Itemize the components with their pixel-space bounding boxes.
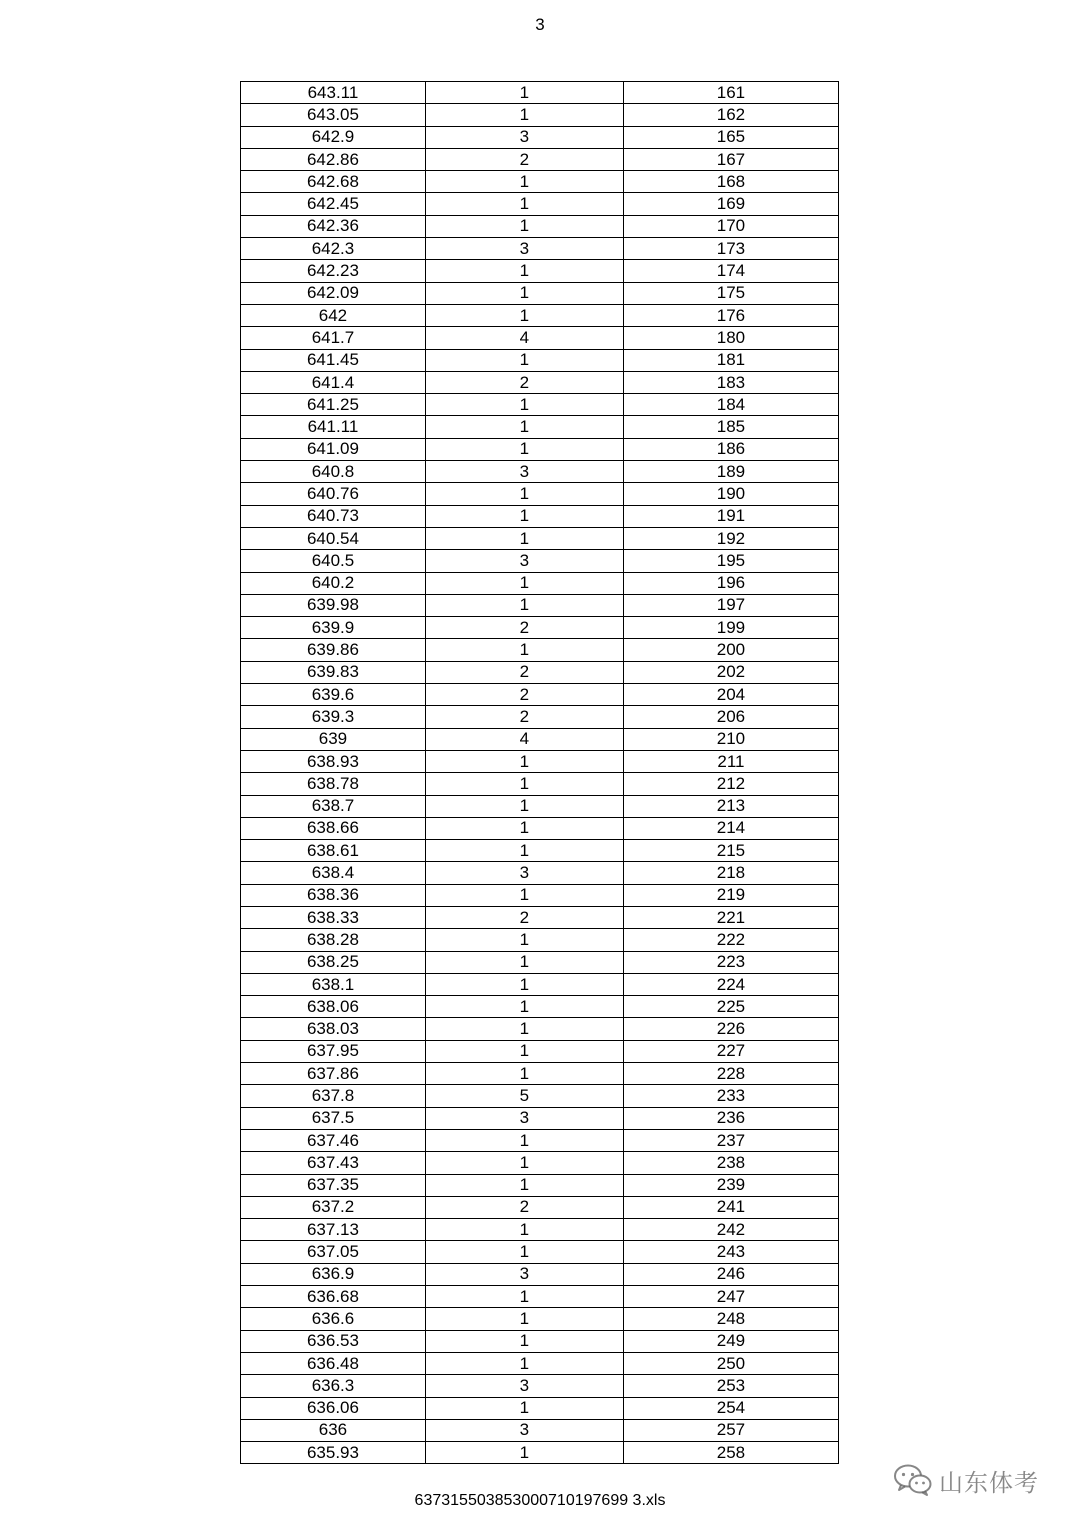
cumulative-cell: 204 — [623, 684, 838, 706]
count-cell: 1 — [425, 1129, 623, 1151]
count-cell: 1 — [425, 996, 623, 1018]
cumulative-cell: 250 — [623, 1352, 838, 1374]
table-row — [241, 1063, 839, 1085]
score-cell: 638.93 — [241, 750, 426, 772]
cumulative-cell: 257 — [623, 1419, 838, 1441]
count-cell: 1 — [425, 840, 623, 862]
cumulative-cell: 248 — [623, 1308, 838, 1330]
cumulative-cell: 224 — [623, 973, 838, 995]
count-cell: 1 — [425, 1397, 623, 1419]
table-row — [241, 1375, 839, 1397]
count-cell: 1 — [425, 1442, 623, 1464]
table-row — [241, 438, 839, 460]
count-cell: 2 — [425, 1196, 623, 1218]
table-row — [241, 1442, 839, 1464]
count-cell: 1 — [425, 951, 623, 973]
table-row — [241, 1263, 839, 1285]
count-cell: 2 — [425, 684, 623, 706]
score-cell: 638.33 — [241, 906, 426, 928]
count-cell: 1 — [425, 171, 623, 193]
cumulative-cell: 253 — [623, 1375, 838, 1397]
table-row — [241, 906, 839, 928]
table-row — [241, 461, 839, 483]
count-cell: 3 — [425, 1419, 623, 1441]
cumulative-cell: 195 — [623, 550, 838, 572]
table-row — [241, 282, 839, 304]
count-cell: 1 — [425, 773, 623, 795]
score-cell: 636.48 — [241, 1352, 426, 1374]
page-number: 3 — [535, 15, 545, 34]
cumulative-cell: 222 — [623, 929, 838, 951]
score-cell: 639.3 — [241, 706, 426, 728]
cumulative-cell: 169 — [623, 193, 838, 215]
table-row — [241, 238, 839, 260]
score-cell: 637.43 — [241, 1152, 426, 1174]
table-row — [241, 1107, 839, 1129]
table-row — [241, 304, 839, 326]
table-row — [241, 215, 839, 237]
cumulative-cell: 218 — [623, 862, 838, 884]
table-row — [241, 171, 839, 193]
table-row — [241, 148, 839, 170]
table-row — [241, 1129, 839, 1151]
table-row — [241, 929, 839, 951]
table-row — [241, 706, 839, 728]
count-cell: 1 — [425, 1018, 623, 1040]
score-cell: 638.36 — [241, 884, 426, 906]
score-cell: 638.61 — [241, 840, 426, 862]
table-row — [241, 349, 839, 371]
watermark-text: 山东体考 — [939, 1468, 1039, 1497]
score-cell: 638.28 — [241, 929, 426, 951]
score-cell: 642.86 — [241, 148, 426, 170]
table-row — [241, 1018, 839, 1040]
count-cell: 4 — [425, 327, 623, 349]
score-cell: 637.35 — [241, 1174, 426, 1196]
score-cell: 639.6 — [241, 684, 426, 706]
cumulative-cell: 190 — [623, 483, 838, 505]
cumulative-cell: 180 — [623, 327, 838, 349]
cumulative-cell: 242 — [623, 1219, 838, 1241]
cumulative-cell: 219 — [623, 884, 838, 906]
cumulative-cell: 183 — [623, 371, 838, 393]
table-row — [241, 684, 839, 706]
score-cell: 637.95 — [241, 1040, 426, 1062]
table-row — [241, 394, 839, 416]
count-cell: 1 — [425, 594, 623, 616]
score-cell: 640.73 — [241, 505, 426, 527]
cumulative-cell: 212 — [623, 773, 838, 795]
score-cell: 639.83 — [241, 661, 426, 683]
table-row — [241, 1308, 839, 1330]
table-row — [241, 1174, 839, 1196]
table-row — [241, 996, 839, 1018]
cumulative-cell: 161 — [623, 82, 838, 104]
cumulative-cell: 258 — [623, 1442, 838, 1464]
score-cell: 638.25 — [241, 951, 426, 973]
table-row — [241, 661, 839, 683]
count-cell: 3 — [425, 862, 623, 884]
table-row — [241, 862, 839, 884]
count-cell: 2 — [425, 148, 623, 170]
count-cell: 1 — [425, 1286, 623, 1308]
score-cell: 636.53 — [241, 1330, 426, 1352]
cumulative-cell: 206 — [623, 706, 838, 728]
score-cell: 642.09 — [241, 282, 426, 304]
cumulative-cell: 214 — [623, 817, 838, 839]
count-cell: 1 — [425, 282, 623, 304]
score-cell: 640.76 — [241, 483, 426, 505]
count-cell: 1 — [425, 1063, 623, 1085]
count-cell: 2 — [425, 617, 623, 639]
score-cell: 639 — [241, 728, 426, 750]
score-cell: 638.7 — [241, 795, 426, 817]
cumulative-cell: 185 — [623, 416, 838, 438]
score-cell: 636.06 — [241, 1397, 426, 1419]
score-cell: 637.86 — [241, 1063, 426, 1085]
count-cell: 1 — [425, 817, 623, 839]
count-cell: 1 — [425, 1152, 623, 1174]
cumulative-cell: 173 — [623, 238, 838, 260]
cumulative-cell: 176 — [623, 304, 838, 326]
score-cell: 639.98 — [241, 594, 426, 616]
cumulative-cell: 202 — [623, 661, 838, 683]
cumulative-cell: 236 — [623, 1107, 838, 1129]
score-cell: 637.2 — [241, 1196, 426, 1218]
cumulative-cell: 237 — [623, 1129, 838, 1151]
score-cell: 642.23 — [241, 260, 426, 282]
score-cell: 637.5 — [241, 1107, 426, 1129]
count-cell: 3 — [425, 1375, 623, 1397]
score-cell: 641.45 — [241, 349, 426, 371]
table-row — [241, 884, 839, 906]
footer-filename: 637315503853000710197699 3.xls — [414, 1492, 666, 1509]
table-row — [241, 617, 839, 639]
table-row — [241, 750, 839, 772]
count-cell: 1 — [425, 215, 623, 237]
score-cell: 640.8 — [241, 461, 426, 483]
score-cell: 639.86 — [241, 639, 426, 661]
count-cell: 1 — [425, 438, 623, 460]
table-row — [241, 416, 839, 438]
score-distribution-table — [240, 81, 839, 1464]
count-cell: 1 — [425, 884, 623, 906]
count-cell: 3 — [425, 461, 623, 483]
table-row — [241, 483, 839, 505]
count-cell: 1 — [425, 1308, 623, 1330]
table-body — [241, 82, 839, 1464]
table-row — [241, 371, 839, 393]
table-row — [241, 795, 839, 817]
cumulative-cell: 239 — [623, 1174, 838, 1196]
table-row — [241, 104, 839, 126]
count-cell: 3 — [425, 550, 623, 572]
count-cell: 1 — [425, 394, 623, 416]
table-row — [241, 527, 839, 549]
score-cell: 642.9 — [241, 126, 426, 148]
count-cell: 2 — [425, 371, 623, 393]
score-cell: 637.13 — [241, 1219, 426, 1241]
cumulative-cell: 233 — [623, 1085, 838, 1107]
cumulative-cell: 215 — [623, 840, 838, 862]
cumulative-cell: 227 — [623, 1040, 838, 1062]
count-cell: 1 — [425, 349, 623, 371]
cumulative-cell: 189 — [623, 461, 838, 483]
cumulative-cell: 181 — [623, 349, 838, 371]
score-cell: 641.09 — [241, 438, 426, 460]
score-cell: 641.7 — [241, 327, 426, 349]
table-row — [241, 1152, 839, 1174]
score-cell: 641.25 — [241, 394, 426, 416]
cumulative-cell: 184 — [623, 394, 838, 416]
cumulative-cell: 249 — [623, 1330, 838, 1352]
cumulative-cell: 196 — [623, 572, 838, 594]
count-cell: 1 — [425, 1040, 623, 1062]
count-cell: 1 — [425, 104, 623, 126]
score-cell: 640.54 — [241, 527, 426, 549]
score-cell: 635.93 — [241, 1442, 426, 1464]
cumulative-cell: 247 — [623, 1286, 838, 1308]
cumulative-cell: 223 — [623, 951, 838, 973]
table-row — [241, 1330, 839, 1352]
table-row — [241, 1397, 839, 1419]
table-row — [241, 951, 839, 973]
table-row — [241, 1196, 839, 1218]
count-cell: 4 — [425, 728, 623, 750]
score-cell: 638.03 — [241, 1018, 426, 1040]
score-cell: 638.78 — [241, 773, 426, 795]
score-cell: 643.05 — [241, 104, 426, 126]
count-cell: 1 — [425, 416, 623, 438]
cumulative-cell: 210 — [623, 728, 838, 750]
count-cell: 1 — [425, 483, 623, 505]
table-row — [241, 505, 839, 527]
count-cell: 1 — [425, 973, 623, 995]
count-cell: 1 — [425, 572, 623, 594]
cumulative-cell: 191 — [623, 505, 838, 527]
count-cell: 1 — [425, 1352, 623, 1374]
count-cell: 3 — [425, 126, 623, 148]
count-cell: 1 — [425, 795, 623, 817]
cumulative-cell: 226 — [623, 1018, 838, 1040]
count-cell: 3 — [425, 1107, 623, 1129]
cumulative-cell: 197 — [623, 594, 838, 616]
count-cell: 3 — [425, 1263, 623, 1285]
score-cell: 641.11 — [241, 416, 426, 438]
score-cell: 636.68 — [241, 1286, 426, 1308]
count-cell: 1 — [425, 1174, 623, 1196]
table-row — [241, 840, 839, 862]
cumulative-cell: 199 — [623, 617, 838, 639]
score-cell: 642.3 — [241, 238, 426, 260]
table-row — [241, 193, 839, 215]
cumulative-cell: 192 — [623, 527, 838, 549]
cumulative-cell: 246 — [623, 1263, 838, 1285]
table-row — [241, 817, 839, 839]
count-cell: 3 — [425, 238, 623, 260]
score-cell: 636.6 — [241, 1308, 426, 1330]
cumulative-cell: 241 — [623, 1196, 838, 1218]
table-row — [241, 327, 839, 349]
table-row — [241, 1040, 839, 1062]
score-cell: 642 — [241, 304, 426, 326]
score-cell: 636 — [241, 1419, 426, 1441]
cumulative-cell: 243 — [623, 1241, 838, 1263]
count-cell: 2 — [425, 706, 623, 728]
table-row — [241, 973, 839, 995]
score-cell: 638.06 — [241, 996, 426, 1018]
cumulative-cell: 254 — [623, 1397, 838, 1419]
score-cell: 643.11 — [241, 82, 426, 104]
score-cell: 641.4 — [241, 371, 426, 393]
score-cell: 637.46 — [241, 1129, 426, 1151]
score-cell: 636.3 — [241, 1375, 426, 1397]
table-row — [241, 1352, 839, 1374]
cumulative-cell: 170 — [623, 215, 838, 237]
table-row — [241, 1286, 839, 1308]
table-row — [241, 82, 839, 104]
score-cell: 636.9 — [241, 1263, 426, 1285]
cumulative-cell: 165 — [623, 126, 838, 148]
count-cell: 1 — [425, 750, 623, 772]
cumulative-cell: 167 — [623, 148, 838, 170]
count-cell: 2 — [425, 906, 623, 928]
cumulative-cell: 186 — [623, 438, 838, 460]
table-row — [241, 639, 839, 661]
cumulative-cell: 238 — [623, 1152, 838, 1174]
score-cell: 640.2 — [241, 572, 426, 594]
cumulative-cell: 175 — [623, 282, 838, 304]
count-cell: 2 — [425, 661, 623, 683]
table-row — [241, 1241, 839, 1263]
table-row — [241, 1419, 839, 1441]
count-cell: 1 — [425, 1241, 623, 1263]
cumulative-cell: 211 — [623, 750, 838, 772]
table-row — [241, 594, 839, 616]
table-row — [241, 550, 839, 572]
count-cell: 1 — [425, 260, 623, 282]
count-cell: 1 — [425, 1330, 623, 1352]
score-cell: 642.45 — [241, 193, 426, 215]
cumulative-cell: 221 — [623, 906, 838, 928]
table-row — [241, 126, 839, 148]
score-cell: 642.68 — [241, 171, 426, 193]
cumulative-cell: 225 — [623, 996, 838, 1018]
score-cell: 638.1 — [241, 973, 426, 995]
count-cell: 5 — [425, 1085, 623, 1107]
cumulative-cell: 162 — [623, 104, 838, 126]
score-cell: 637.8 — [241, 1085, 426, 1107]
score-cell: 637.05 — [241, 1241, 426, 1263]
count-cell: 1 — [425, 527, 623, 549]
count-cell: 1 — [425, 1219, 623, 1241]
count-cell: 1 — [425, 82, 623, 104]
table-row — [241, 260, 839, 282]
count-cell: 1 — [425, 505, 623, 527]
count-cell: 1 — [425, 304, 623, 326]
table-row — [241, 1085, 839, 1107]
count-cell: 1 — [425, 639, 623, 661]
score-cell: 639.9 — [241, 617, 426, 639]
cumulative-cell: 200 — [623, 639, 838, 661]
count-cell: 1 — [425, 929, 623, 951]
count-cell: 1 — [425, 193, 623, 215]
cumulative-cell: 174 — [623, 260, 838, 282]
score-cell: 638.4 — [241, 862, 426, 884]
cumulative-cell: 228 — [623, 1063, 838, 1085]
cumulative-cell: 168 — [623, 171, 838, 193]
score-cell: 638.66 — [241, 817, 426, 839]
score-cell: 640.5 — [241, 550, 426, 572]
table-row — [241, 572, 839, 594]
table-row — [241, 1219, 839, 1241]
score-cell: 642.36 — [241, 215, 426, 237]
table-row — [241, 728, 839, 750]
cumulative-cell: 213 — [623, 795, 838, 817]
table-row — [241, 773, 839, 795]
